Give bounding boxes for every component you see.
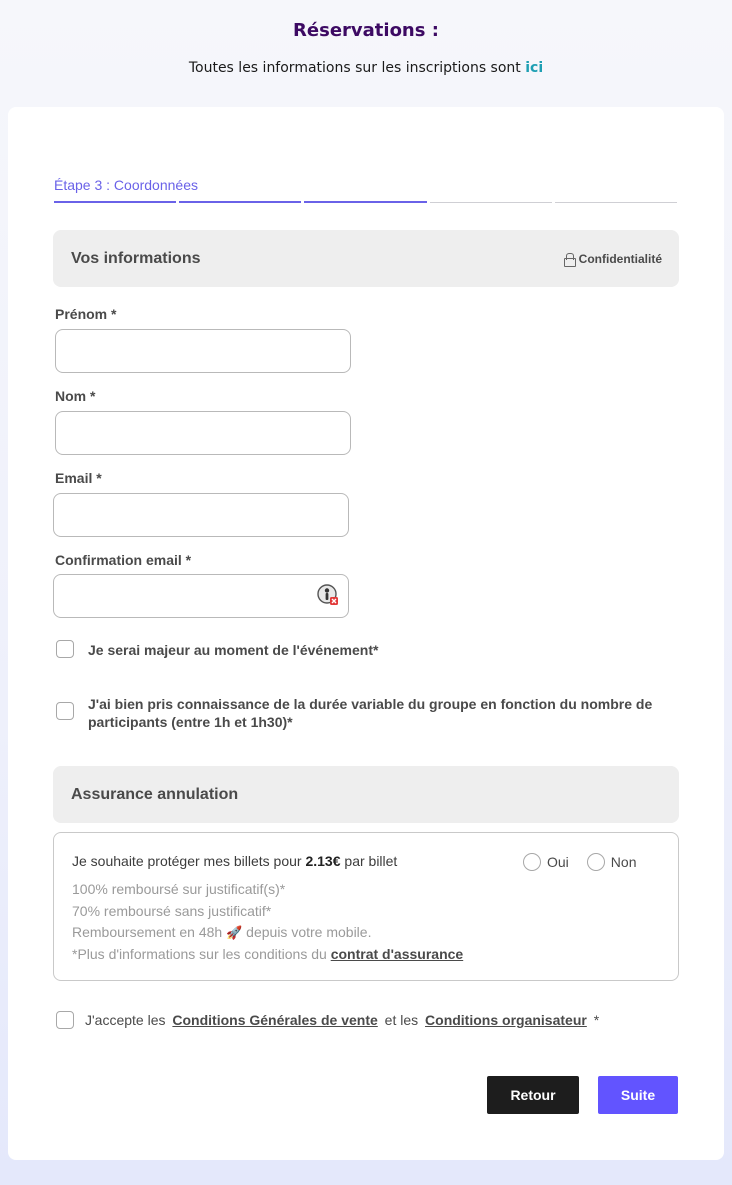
insurance-section-header [53,766,679,823]
terms-prefix: J'accepte les [85,1012,166,1028]
insurance-question-prefix: Je souhaite protéger mes billets pour [72,853,306,869]
lock-icon [564,253,574,265]
terms-label [85,1011,599,1029]
duration-checkbox[interactable] [56,702,74,720]
first-name-label: Prénom * [55,306,117,322]
email-input[interactable] [53,493,349,537]
adult-checkbox[interactable] [56,640,74,658]
back-button[interactable]: Retour [487,1076,579,1114]
insurance-line [72,944,463,966]
form-card [8,107,724,1160]
progress-segment [179,201,301,203]
insurance-option-no[interactable] [587,853,637,871]
next-button[interactable]: Suite [598,1076,678,1114]
insurance-contract-link[interactable]: contrat d'assurance [330,945,464,962]
page-title: Réservations : [293,20,439,41]
insurance-question [72,853,397,869]
radio-no[interactable] [587,853,605,871]
insurance-line: 100% remboursé sur justificatif(s)* [72,881,286,897]
adult-checkbox-label: Je serai majeur au moment de l'événement* [88,642,379,658]
terms-middle: et les [384,1012,419,1028]
terms-checkbox[interactable] [56,1011,74,1029]
radio-yes-label: Oui [547,854,569,870]
subtitle-text: Toutes les informations sur les inscriptions sont [188,60,526,76]
progress-segment [555,202,677,203]
email-confirm-label: Confirmation email * [55,552,192,568]
first-name-input[interactable] [55,329,351,373]
insurance-radio-group [523,853,636,871]
info-section-header [53,230,679,287]
insurance-line4-prefix: *Plus d'informations sur les conditions du [72,945,331,962]
last-name-input[interactable] [55,411,351,455]
progress-segment [430,202,552,203]
email-confirm-input[interactable] [53,574,349,618]
page-subtitle [0,60,732,76]
info-section-title: Vos informations [71,249,201,267]
insurance-section-title: Assurance annulation [71,785,239,803]
last-name-label: Nom * [55,388,96,404]
insurance-option-yes[interactable] [523,853,569,871]
terms-suffix: * [593,1012,600,1028]
duration-label-line2: participants (entre 1h et 1h30)* [88,714,293,730]
progress-segment [54,201,176,203]
cgv-link[interactable]: Conditions Générales de vente [172,1012,378,1028]
insurance-box [53,832,679,981]
subtitle-link[interactable]: ici [525,60,544,76]
insurance-line3-suffix: depuis votre mobile. [242,924,372,940]
insurance-details [72,879,463,965]
radio-yes[interactable] [523,853,541,871]
progress-segment [304,201,426,203]
insurance-question-suffix: par billet [340,853,398,869]
radio-no-label: Non [610,854,637,870]
organizer-terms-link[interactable]: Conditions organisateur [425,1012,587,1028]
step-progress [54,201,677,203]
insurance-line: 70% remboursé sans justificatif* [72,902,272,919]
privacy-link[interactable] [564,252,662,266]
privacy-label: Confidentialité [578,251,662,266]
insurance-line3-prefix: Remboursement en 48h [72,924,227,940]
email-label: Email * [55,470,102,486]
insurance-price: 2.13€ [305,853,341,869]
duration-label-line1: J'ai bien pris connaissance de la durée variable du groupe en fonction du nombre de [88,696,653,712]
duration-checkbox-label [88,695,652,731]
step-label: Étape 3 : Coordonnées [54,177,198,193]
rocket-icon: 🚀 [226,925,243,940]
password-manager-icon[interactable] [317,584,339,606]
insurance-line [72,922,463,944]
